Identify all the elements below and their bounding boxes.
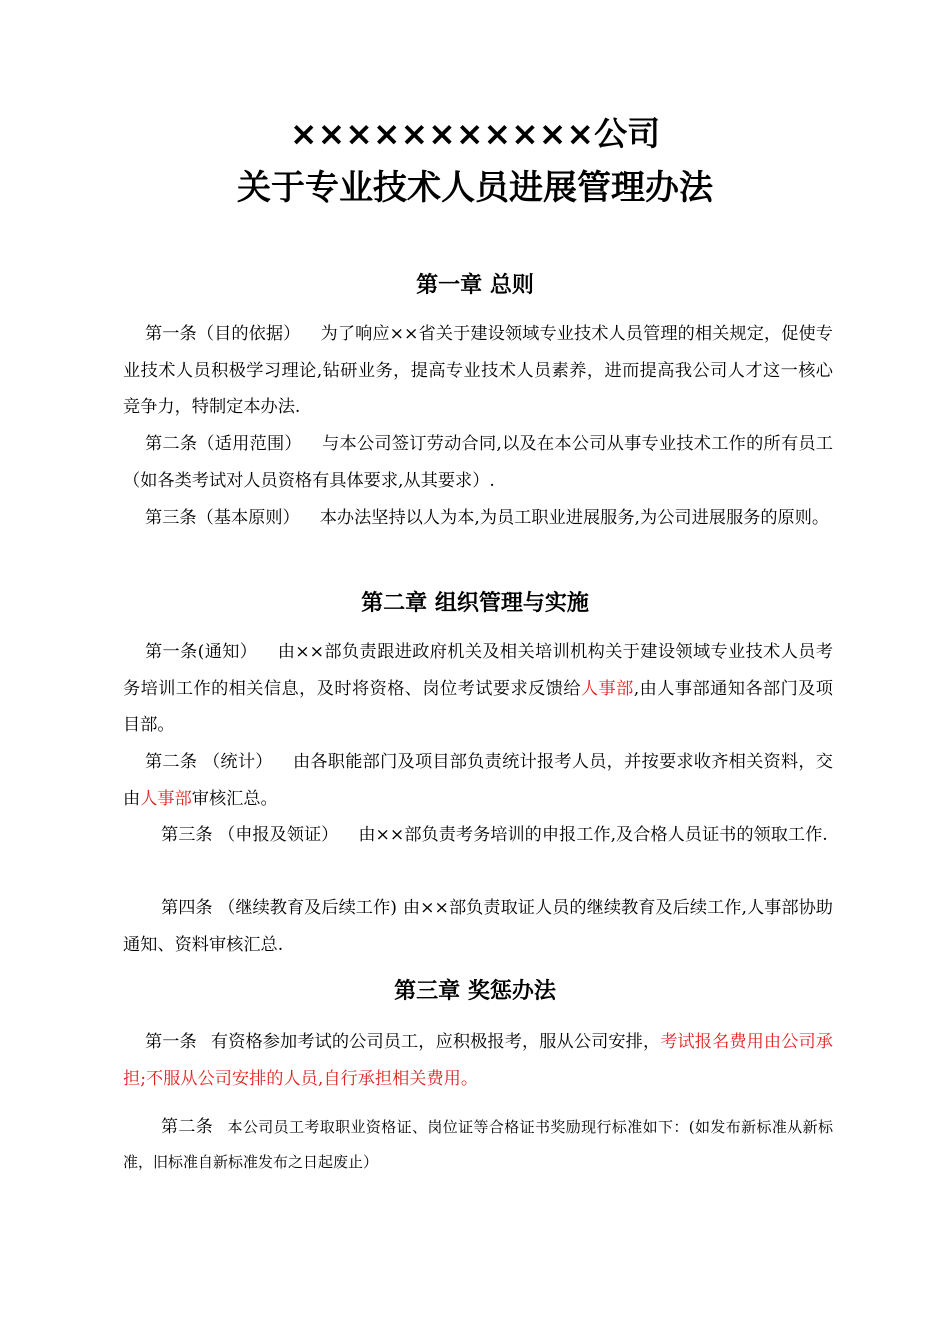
article-label: 第四条 （继续教育及后续工作) bbox=[161, 898, 397, 918]
article-label: 第二条 （统计） bbox=[145, 752, 273, 772]
chapter-2-article-3 bbox=[123, 817, 833, 854]
chapter-1-article-1 bbox=[123, 316, 833, 426]
document-title: 关于专业技术人员进展管理办法 bbox=[237, 168, 713, 208]
chapter-1-article-2 bbox=[123, 426, 833, 499]
chapter-1-article-3 bbox=[123, 500, 833, 537]
chapter-3-heading: 第三章 奖惩办法 bbox=[394, 979, 556, 1004]
article-label: 第二条 bbox=[161, 1117, 214, 1137]
chapter-1-heading: 第一章 总则 bbox=[416, 273, 534, 298]
article-text-tail: 审核汇总。 bbox=[191, 788, 278, 809]
article-text: 本办法坚持以人为本,为员工职业进展服务,为公司进展服务的原则。 bbox=[319, 508, 830, 528]
chapter-3-article-2 bbox=[123, 1110, 833, 1180]
article-text: 由××部负责取证人员的继续教育及后续工作,人事部协助通知、资料审核汇总. bbox=[123, 898, 833, 955]
article-label: 第一条（目的依据） bbox=[145, 324, 301, 344]
article-label: 第三条 （申报及领证） bbox=[161, 825, 339, 845]
highlight-text: 人事部 bbox=[140, 788, 192, 809]
highlight-text: 考试报名费用由公司承担;不服从公司安排的人员,自行承担相关费用。 bbox=[123, 1032, 833, 1089]
chapter-2-article-2 bbox=[123, 744, 833, 817]
chapter-2-article-1 bbox=[123, 634, 833, 744]
highlight-text: 人事部 bbox=[580, 678, 634, 699]
article-label: 第一条 bbox=[145, 1032, 197, 1052]
article-text: 由××部负责考务培训的申报工作,及合格人员证书的领取工作. bbox=[358, 825, 828, 845]
article-label: 第二条（适用范围） bbox=[145, 434, 302, 454]
article-label: 第三条（基本原则） bbox=[145, 508, 300, 528]
article-text: 与本公司签订劳动合同,以及在本公司从事专业技术工作的所有员工（如各类考试对人员资格有具体要求,从其要求）. bbox=[123, 434, 833, 491]
article-text: 有资格参加考试的公司员工，应积极报考，服从公司安排， bbox=[210, 1032, 661, 1052]
company-title: ×××××××××××公司 bbox=[289, 114, 661, 153]
article-text: 由各职能部门及项目部负责统计报考人员，并按要求收齐相关资料，交由 bbox=[123, 752, 833, 809]
article-label: 第一条(通知） bbox=[145, 642, 258, 662]
article-text-tail: ,由人事部通知各部门及项目部。 bbox=[123, 678, 833, 735]
article-text: 由××部负责跟进政府机关及相关培训机构关于建设领域专业技术人员考务培训工作的相关信息，及时将资格、岗位考试要求反馈给 bbox=[123, 642, 833, 699]
chapter-2-heading: 第二章 组织管理与实施 bbox=[361, 591, 589, 616]
chapter-3-article-1 bbox=[123, 1024, 833, 1097]
article-text: 为了响应××省关于建设领域专业技术人员管理的相关规定，促使专业技术人员积极学习理论,钻研业务，提高专业技术人员素养，进而提高我公司人才这一核心竞争力，特制定本办法. bbox=[123, 324, 833, 417]
article-text: 本公司员工考取职业资格证、岗位证等合格证书奖励现行标准如下：(如发布新标准从新标准，旧标准自新标准发布之日起废止） bbox=[123, 1118, 834, 1171]
chapter-2-article-4 bbox=[123, 890, 833, 963]
